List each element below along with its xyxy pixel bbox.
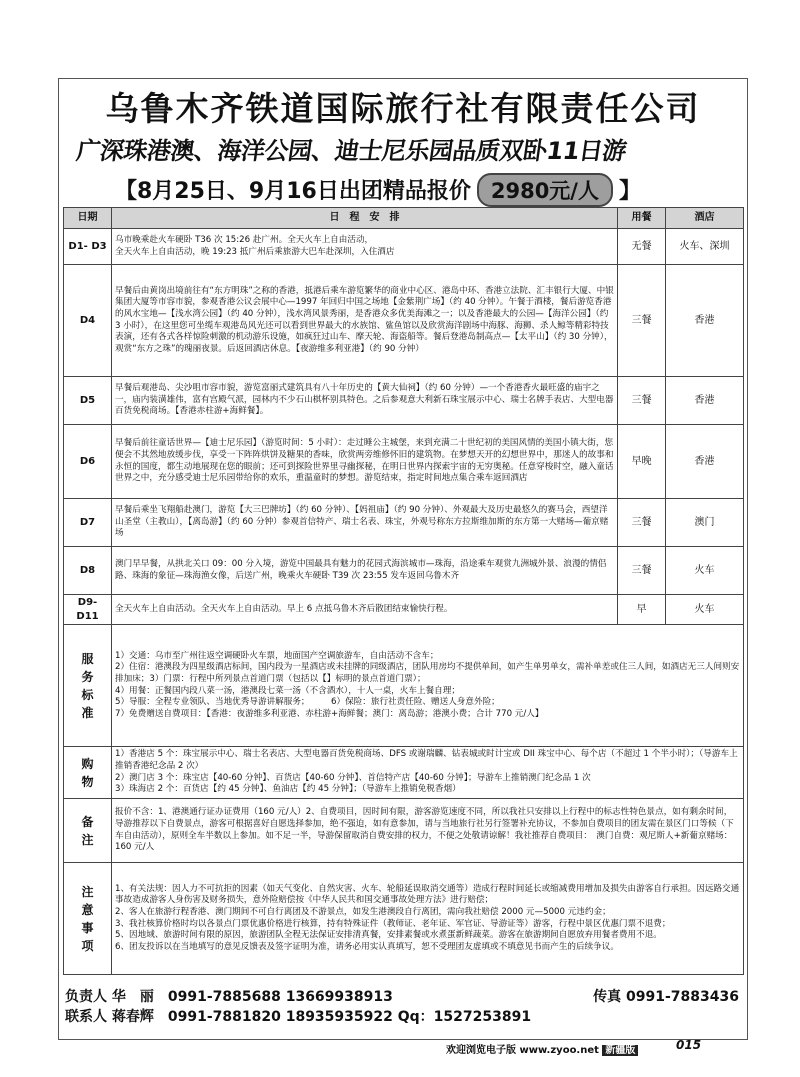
price-badge: 2980元/人 bbox=[477, 173, 613, 207]
service-content bbox=[112, 625, 744, 747]
row-hotel: 香港 bbox=[666, 377, 744, 425]
note-item: 1、有关法规：因人力不可抗拒的因素（如天气变化、自然灾害、火车、轮船延误取消交通等）造成行程时间延长或缩减费用增加及损失由游客自行承担。因远路交通事故造成游客人身伤害及财务损失，意外险赔偿按《中华人民共和国交通事故处理方法》进行赔偿； bbox=[115, 883, 740, 906]
notes-content bbox=[112, 863, 744, 975]
itinerary-row bbox=[64, 547, 744, 595]
company-title: 乌鲁木齐铁道国际旅行社有限责任公司 bbox=[105, 89, 701, 128]
row-day: D7 bbox=[64, 499, 112, 547]
edition-tag: 新疆版 bbox=[602, 1045, 638, 1056]
row-day: D8 bbox=[64, 547, 112, 595]
row-text: 早餐后由黄岗出境前往有“东方明珠”之称的香港，抵港后乘车游览繁华的商业中心区、港岛中环、香港立法院、汇丰银行大厦、中银集团大厦等市容市貌，参观香港公议会展中心—1997 年回归中国之场地【金紫荆广场】（约 40 分钟）。午餐于酒楼，餐后游览香港的风水宝地—【浅水湾公园】（约 40 分钟），浅水湾风景秀丽，是香港众多优美海滩之一；以及香港最大的公园—【海洋公园】（约 3 小时），在这里您可坐缆车观港岛风光还可以看到世界最大的水族馆、鲨鱼馆以及欣赏海洋剧场中海豚、海狮、杀人鲸等精彩特技表演，还有各式各样惊险刺激的机动游乐设施，如疯狂过山车、摩天轮、海盗船等。餐后登港岛制高点—【太平山】（约 30 分钟），观赏“东方之珠”的瑰丽夜景。后返回酒店休息。【夜游维多利亚港】（约 90 分钟） bbox=[112, 265, 618, 377]
row-text: 早餐后前往童话世界—【迪士尼乐园】（游览时间：5 小时）：走过睡公主城堡，来到充满二十世纪初的美国风情的美国小镇大街，您便会不其然地放缓步伐，享受一下阵阵烘饼及糖果的香味，欣赏两旁维修怀旧的建筑物。在梦想天开的幻想世界中，那迷人的故事和永恒的国度，都生动地展现在您的眼前；还可到探险世界里寻幽探秘，在明日世界内探索宇宙的无穷奥秘。任意穿梭时空，融入童话世界之中，充分感受迪士尼乐园带给你的欢乐，重温童时的梦想。游览结束，指定时间地点集合乘车返回酒店 bbox=[112, 425, 618, 499]
row-day: D1- D3 bbox=[64, 229, 112, 265]
departure-dates-end: 】 bbox=[618, 179, 641, 204]
row-meal: 早 bbox=[618, 595, 666, 625]
service-item: 7）免费赠送自费项目：【香港：夜游维多利亚港、赤柱游+海鲜餐；澳门：离岛游；港澳小费；合计 770 元/人】 bbox=[115, 708, 544, 719]
itinerary-row bbox=[64, 229, 744, 265]
row-hotel: 火车、深圳 bbox=[666, 229, 744, 265]
row-meal: 三餐 bbox=[618, 377, 666, 425]
remarks-section bbox=[64, 799, 744, 863]
table-header-row bbox=[64, 208, 744, 229]
row-text: 乌市晚乘赴火车硬卧 T36 次 15:26 赴广州。全天火车上自由活动， 全天火车上自由活动，晚 19:23 抵广州后乘旅游大巴车赴深圳，入住酒店 bbox=[112, 229, 618, 265]
contact-person-1: 负责人 华 丽 0991-7885688 13669938913 bbox=[65, 989, 393, 1005]
contact-footer bbox=[65, 987, 743, 1028]
itinerary-row bbox=[64, 377, 744, 425]
header-day: 日期 bbox=[64, 208, 112, 229]
row-hotel: 香港 bbox=[666, 265, 744, 377]
service-section bbox=[64, 625, 744, 747]
shopping-item: 1）香港店 5 个：珠宝展示中心、瑞士名表店、大型电器百货免税商场、DFS 或谢瑞麟、钻表城或时计宝或 DII 珠宝中心、每个店（不超过 1 个半小时）；（导游车上推销香港纪念品 2 次） bbox=[115, 749, 738, 771]
service-item: 5）导服：全程专业领队、当地优秀导游讲解服务； 6）保险：旅行社责任险、赠送人身意外险； bbox=[115, 697, 500, 708]
row-text: 全天火车上自由活动。全天火车上自由活动。早上 6 点抵乌鲁木齐后散团结束愉快行程。 bbox=[112, 595, 618, 625]
website-credit bbox=[446, 1041, 638, 1056]
note-item: 6、团友投诉以在当地填写的意见反馈表及签字证明为准，请务必用实认真填写，恕不受理团友虚填或不填意见书而产生的后续争议。 bbox=[115, 941, 619, 952]
contact-fax: 传真 0991-7883436 bbox=[593, 989, 739, 1005]
row-meal: 无餐 bbox=[618, 229, 666, 265]
row-text: 早餐后观港岛、尖沙咀市容市貌，游览富丽式建筑具有八十年历史的【黄大仙祠】（约 60 分钟）—一个香港香火最旺盛的庙宇之一，庙内装潢雄伟，富有宫殿气派，园林内不少石山棋杯别具特色。之后参观意大利新石珠宝展示中心、瑞士名牌手表店、大型电器百货免税商场。【香港赤柱游+海鲜餐】。 bbox=[112, 377, 618, 425]
row-hotel: 澳门 bbox=[666, 499, 744, 547]
contact-person-2: 联系人 蒋春辉 0991-7881820 18935935922 Qq：1527253891 bbox=[65, 1009, 532, 1026]
note-item: 5、因地域、旅游时间有限的原因，旅游团队全程无法保证安排清真餐，安排素餐或水煮蛋新鲜蔬菜。游客在旅游期间自愿放弃用餐者费用不退。 bbox=[115, 930, 662, 941]
service-item: 1）交通：乌市至广州往返空调硬卧火车票，地面国产空调旅游车，自由活动不含车； bbox=[115, 650, 439, 661]
row-text: 早餐后乘坐飞翔船赴澳门，游览【大三巴牌坊】（约 60 分钟）、【妈祖庙】（约 90 分钟）、外观最大及历史最悠久的赛马会，西望洋山圣堂（主教山），【离岛游】（约 60 分钟）参观首信特产、瑞士名表、珠宝，外观号称东方拉斯维加斯的东方第一大赌场—葡京赌场 bbox=[112, 499, 618, 547]
row-hotel: 香港 bbox=[666, 425, 744, 499]
shopping-item: 3）珠海店 2 个：百货店【约 45 分钟】、鱼油店【约 45 分钟】；（导游车上推销免税香烟） bbox=[115, 784, 461, 795]
shopping-section bbox=[64, 747, 744, 799]
note-item: 3、我社核算价格时均以各景点门票优惠价格进行核算，持有特殊证件（教师证、老年证、军官证、导游证等）游客，行程中景区优惠门票不退费； bbox=[115, 918, 671, 929]
remarks-content: 报价不含：1、港澳通行证办证费用（160 元/人）2、自费项目，因时间有限，游客游览速度不同，所以我社只安排以上行程中的标志性特色景点，如有剩余时间，导游推荐以下自费景点，游客可根据喜好自愿选择参加，绝不强迫，如有意参加，请与当地旅行社另行签署补充协议，不参加自费项目的团友需在景区门口等候（下车自由活动），原则全车半数以上参加。如不足一半，导游保留取消自费安排的权力，不便之处敬请谅解！我社推荐自费项目： 澳门自费：观尼斯人+新葡京赌场：160 元/人 bbox=[112, 799, 744, 863]
row-meal: 早晚 bbox=[618, 425, 666, 499]
itinerary-row bbox=[64, 499, 744, 547]
row-day: D6 bbox=[64, 425, 112, 499]
row-meal: 三餐 bbox=[618, 265, 666, 377]
notes-section bbox=[64, 863, 744, 975]
note-item: 2、客人在旅游行程香港、澳门期间不可自行离团及不游景点，如发生港澳段自行离团，需向我社赔偿 2000 元—5000 元违约金； bbox=[115, 906, 611, 917]
remarks-label: 备 注 bbox=[64, 799, 112, 863]
departure-dates: 【8月25日、9月16日出团精品报价 bbox=[115, 179, 471, 204]
header-meal: 用餐 bbox=[618, 208, 666, 229]
header-schedule: 日 程 安 排 bbox=[112, 208, 618, 229]
itinerary-row bbox=[64, 595, 744, 625]
row-hotel: 火车 bbox=[666, 595, 744, 625]
departure-price-line bbox=[115, 173, 641, 207]
notes-label: 注 意 事 项 bbox=[64, 863, 112, 975]
shopping-label: 购 物 bbox=[64, 747, 112, 799]
tour-subtitle: 广深珠港澳、海洋公园、迪士尼乐园品质双卧11日游 bbox=[74, 137, 629, 165]
service-label: 服 务 标 准 bbox=[64, 625, 112, 747]
shopping-content bbox=[112, 747, 744, 799]
itinerary-row bbox=[64, 425, 744, 499]
row-text: 澳门早早餐，从拱北关口 09：00 分入境，游览中国最具有魅力的花园式海滨城市—珠海，沿途乘车观赏九洲城外景、浪漫的情侣路、珠海的象征—珠海渔女像，后送广州，晚乘火车硬卧 T39 次 23:55 发车返回乌鲁木齐 bbox=[112, 547, 618, 595]
row-day: D5 bbox=[64, 377, 112, 425]
row-meal: 三餐 bbox=[618, 547, 666, 595]
shopping-item: 2）澳门店 3 个：珠宝店【40-60 分钟】、百货店【40-60 分钟】、首信特产店【40-60 分钟】；导游车上推销澳门纪念品 1 次 bbox=[115, 772, 591, 783]
flyer-page bbox=[58, 78, 748, 1040]
row-day: D4 bbox=[64, 265, 112, 377]
website-text: 欢迎浏览电子版 www.zyoo.net bbox=[446, 1045, 599, 1056]
itinerary-table bbox=[63, 207, 744, 975]
row-day: D9-D11 bbox=[64, 595, 112, 625]
service-item: 4）用餐：正餐国内段八菜一汤，港澳段七菜一汤（不含酒水），十人一桌，火车上餐自理； bbox=[115, 685, 460, 696]
itinerary-row bbox=[64, 265, 744, 377]
header-hotel: 酒店 bbox=[666, 208, 744, 229]
service-item: 2）住宿：港澳段为四星级酒店标间，国内段为一星酒店或未挂牌的同级酒店，团队用房均不提供单间，如产生单男单女，需补单差或住三人间，如酒店无三人间则安排加床；3）门票：行程中所列景点首道门票（包括以【】标明的景点首道门票）； bbox=[115, 662, 740, 684]
row-hotel: 火车 bbox=[666, 547, 744, 595]
page-number: 015 bbox=[676, 1038, 702, 1052]
row-meal: 三餐 bbox=[618, 499, 666, 547]
